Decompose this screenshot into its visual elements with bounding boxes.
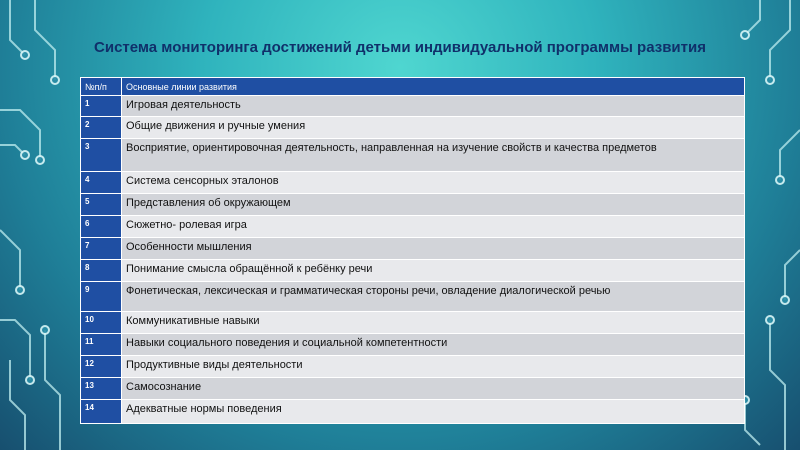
row-label: Фонетическая, лексическая и грамматическая стороны речи, овладение диалогической речью <box>122 282 745 312</box>
row-number: 7 <box>81 238 122 260</box>
row-label: Восприятие, ориентировочная деятельность, направленная на изучение свойств и качества предметов <box>122 139 745 172</box>
table-row <box>81 216 745 238</box>
page-title: Система мониторинга достижений детьми индивидуальной программы развития <box>94 39 706 56</box>
column-header-lines: Основные линии развития <box>122 78 745 96</box>
row-number: 1 <box>81 96 122 117</box>
row-number: 11 <box>81 334 122 356</box>
table-row <box>81 334 745 356</box>
table-row <box>81 238 745 260</box>
row-label: Общие движения и ручные умения <box>122 117 745 139</box>
row-number: 2 <box>81 117 122 139</box>
table-row <box>81 312 745 334</box>
column-header-number: №п/п <box>81 78 122 96</box>
row-label: Представления об окружающем <box>122 194 745 216</box>
table-row <box>81 172 745 194</box>
row-label: Самосознание <box>122 378 745 400</box>
row-label: Понимание смысла обращённой к ребёнку речи <box>122 260 745 282</box>
table-row <box>81 194 745 216</box>
row-label: Продуктивные виды деятельности <box>122 356 745 378</box>
table-header-row <box>81 78 745 96</box>
row-label: Сюжетно- ролевая игра <box>122 216 745 238</box>
row-label: Система сенсорных эталонов <box>122 172 745 194</box>
table-row <box>81 96 745 117</box>
row-number: 3 <box>81 139 122 172</box>
table-row <box>81 378 745 400</box>
development-lines-table <box>80 77 745 424</box>
row-number: 6 <box>81 216 122 238</box>
row-number: 12 <box>81 356 122 378</box>
table-row <box>81 400 745 424</box>
row-number: 13 <box>81 378 122 400</box>
table-row <box>81 356 745 378</box>
row-number: 4 <box>81 172 122 194</box>
row-number: 9 <box>81 282 122 312</box>
table-row <box>81 139 745 172</box>
row-label: Навыки социального поведения и социальной компетентности <box>122 334 745 356</box>
row-number: 10 <box>81 312 122 334</box>
row-label: Адекватные нормы поведения <box>122 400 745 424</box>
row-label: Особенности мышления <box>122 238 745 260</box>
table-row <box>81 117 745 139</box>
row-number: 5 <box>81 194 122 216</box>
table-row <box>81 282 745 312</box>
row-number: 14 <box>81 400 122 424</box>
row-number: 8 <box>81 260 122 282</box>
row-label: Игровая деятельность <box>122 96 745 117</box>
row-label: Коммуникативные навыки <box>122 312 745 334</box>
table-row <box>81 260 745 282</box>
